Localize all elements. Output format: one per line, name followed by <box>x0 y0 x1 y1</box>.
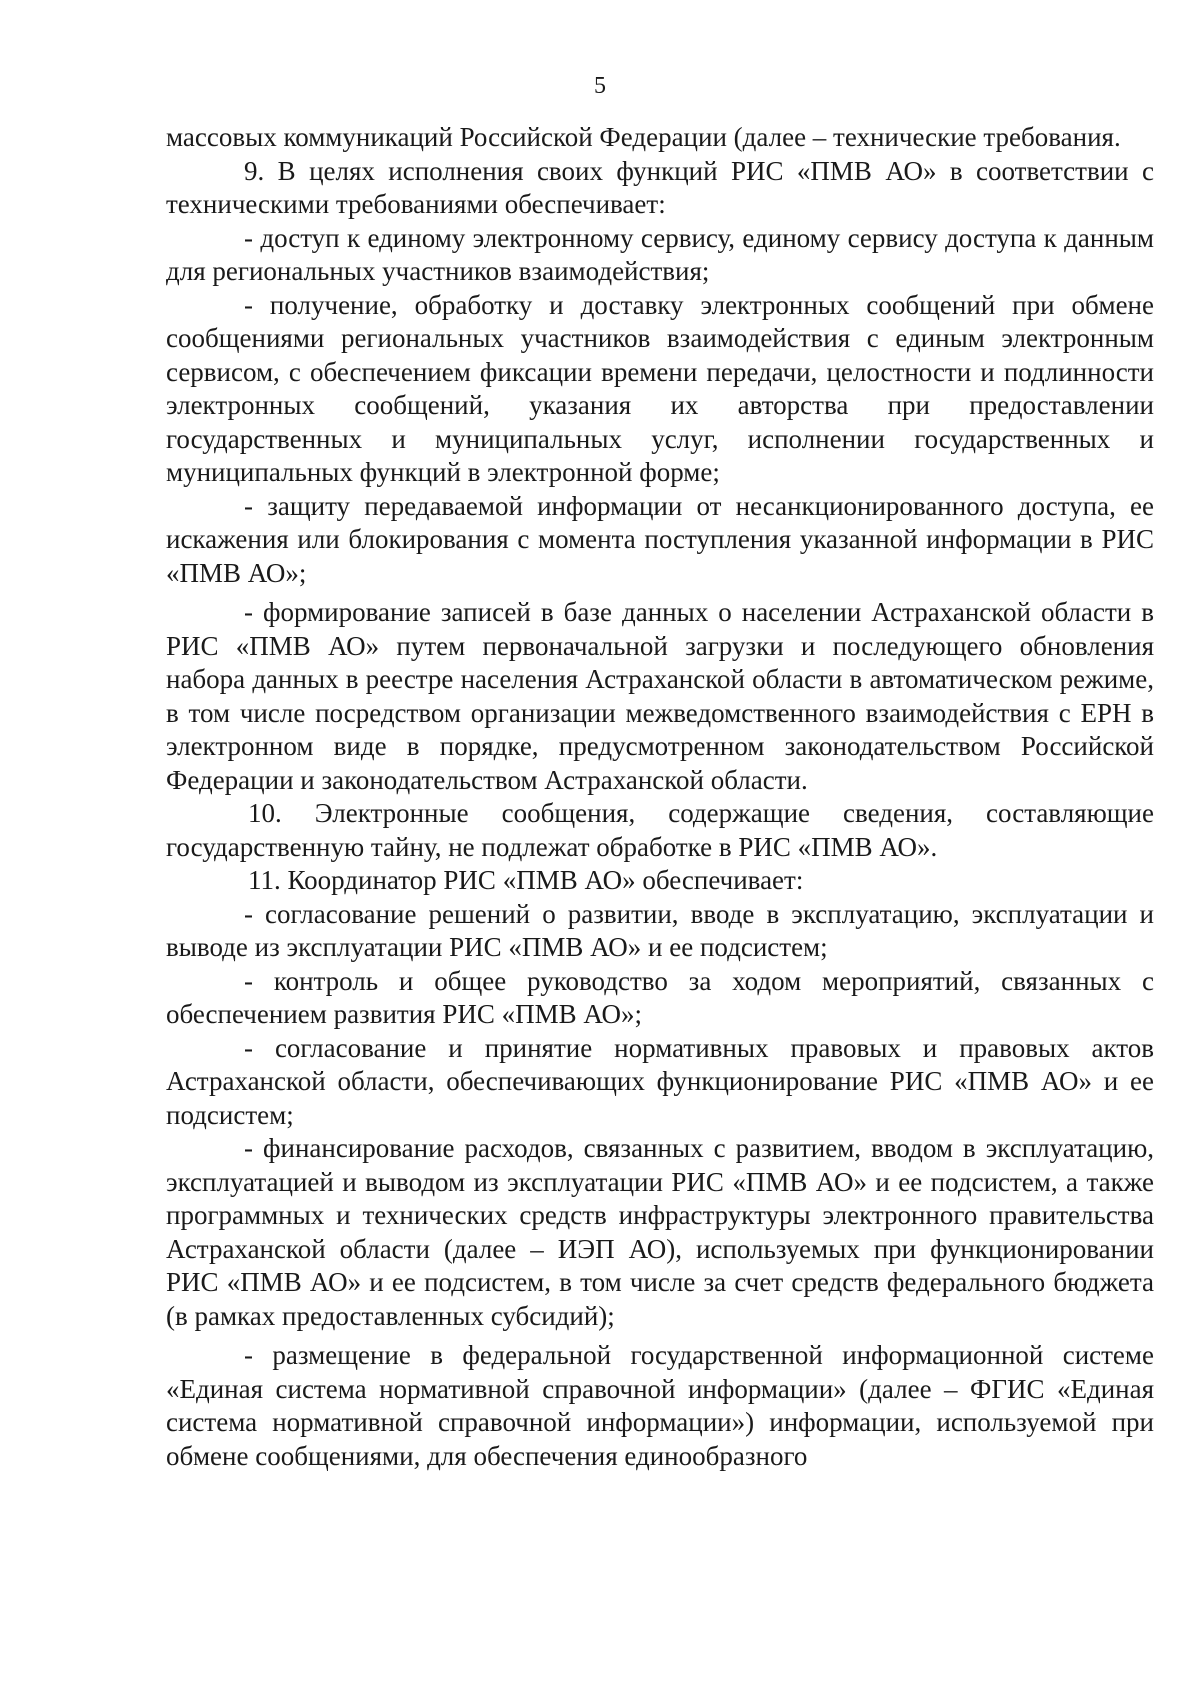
paragraph-bullet-protection: - защиту передаваемой информации от несанкционированного доступа, ее искажения или блокирования с момента поступления указанной информации в РИС «ПМВ АО»; <box>166 490 1154 588</box>
paragraph-item-10: 10. Электронные сообщения, содержащие сведения, составляющие государственную тайну, не подлежат обработке в РИС «ПМВ АО». <box>166 798 1154 862</box>
paragraph-continuation: массовых коммуникаций Российской Федерации (далее – технические требования. <box>166 122 1121 152</box>
document-body <box>166 121 1154 1473</box>
paragraph-bullet-approval: - согласование решений о развитии, вводе в эксплуатацию, эксплуатации и выводе из эксплуатации РИС «ПМВ АО» и ее подсистем; <box>166 898 1154 962</box>
paragraph-item-11: 11. Координатор РИС «ПМВ АО» обеспечивает: <box>248 865 804 895</box>
paragraph-bullet-financing: - финансирование расходов, связанных с развитием, вводом в эксплуатацию, эксплуатацией и выводом из эксплуатации РИС «ПМВ АО» и ее подсистем, а также программных и технических средств инфраструктуры электронного правительства Астраханской области (далее – ИЭП АО), используемых при функционировании РИС «ПМВ АО» и ее подсистем, в том числе за счет средств федерального бюджета (в рамках предоставленных субсидий); <box>166 1133 1154 1331</box>
paragraph-bullet-access: - доступ к единому электронному сервису, единому сервису доступа к данным для региональных участников взаимодействия; <box>166 222 1154 286</box>
paragraph-bullet-records: - формирование записей в базе данных о населении Астраханской области в РИС «ПМВ АО» путем первоначальной загрузки и последующего обновления набора данных в реестре населения Астраханской области в автоматическом режиме, в том числе посредством организации межведомственного взаимодействия с ЕРН в электронном виде в порядке, предусмотренном законодательством Российской Федерации и законодательством Астраханской области. <box>166 597 1154 795</box>
paragraph-bullet-messages: - получение, обработку и доставку электронных сообщений при обмене сообщениями региональных участников взаимодействия с единым электронным сервисом, с обеспечением фиксации времени передачи, целостности и подлинности электронных сообщений, указания их авторства при предоставлении государственных и муниципальных услуг, исполнении государственных и муниципальных функций в электронной форме; <box>166 289 1154 487</box>
paragraph-bullet-legal-acts: - согласование и принятие нормативных правовых и правовых актов Астраханской области, обеспечивающих функционирование РИС «ПМВ АО» и ее подсистем; <box>166 1032 1154 1130</box>
page-number: 5 <box>594 73 606 99</box>
paragraph-bullet-control: - контроль и общее руководство за ходом мероприятий, связанных с обеспечением развития РИС «ПМВ АО»; <box>166 965 1154 1029</box>
paragraph-item-9: 9. В целях исполнения своих функций РИС «ПМВ АО» в соответствии с техническими требованиями обеспечивает: <box>166 155 1154 219</box>
paragraph-bullet-placement: - размещение в федеральной государственной информационной системе «Единая система нормативной справочной информации» (далее – ФГИС «Единая система нормативной справочной информации») информации, используемой при обмене сообщениями, для обеспечения единообразного <box>166 1340 1154 1471</box>
